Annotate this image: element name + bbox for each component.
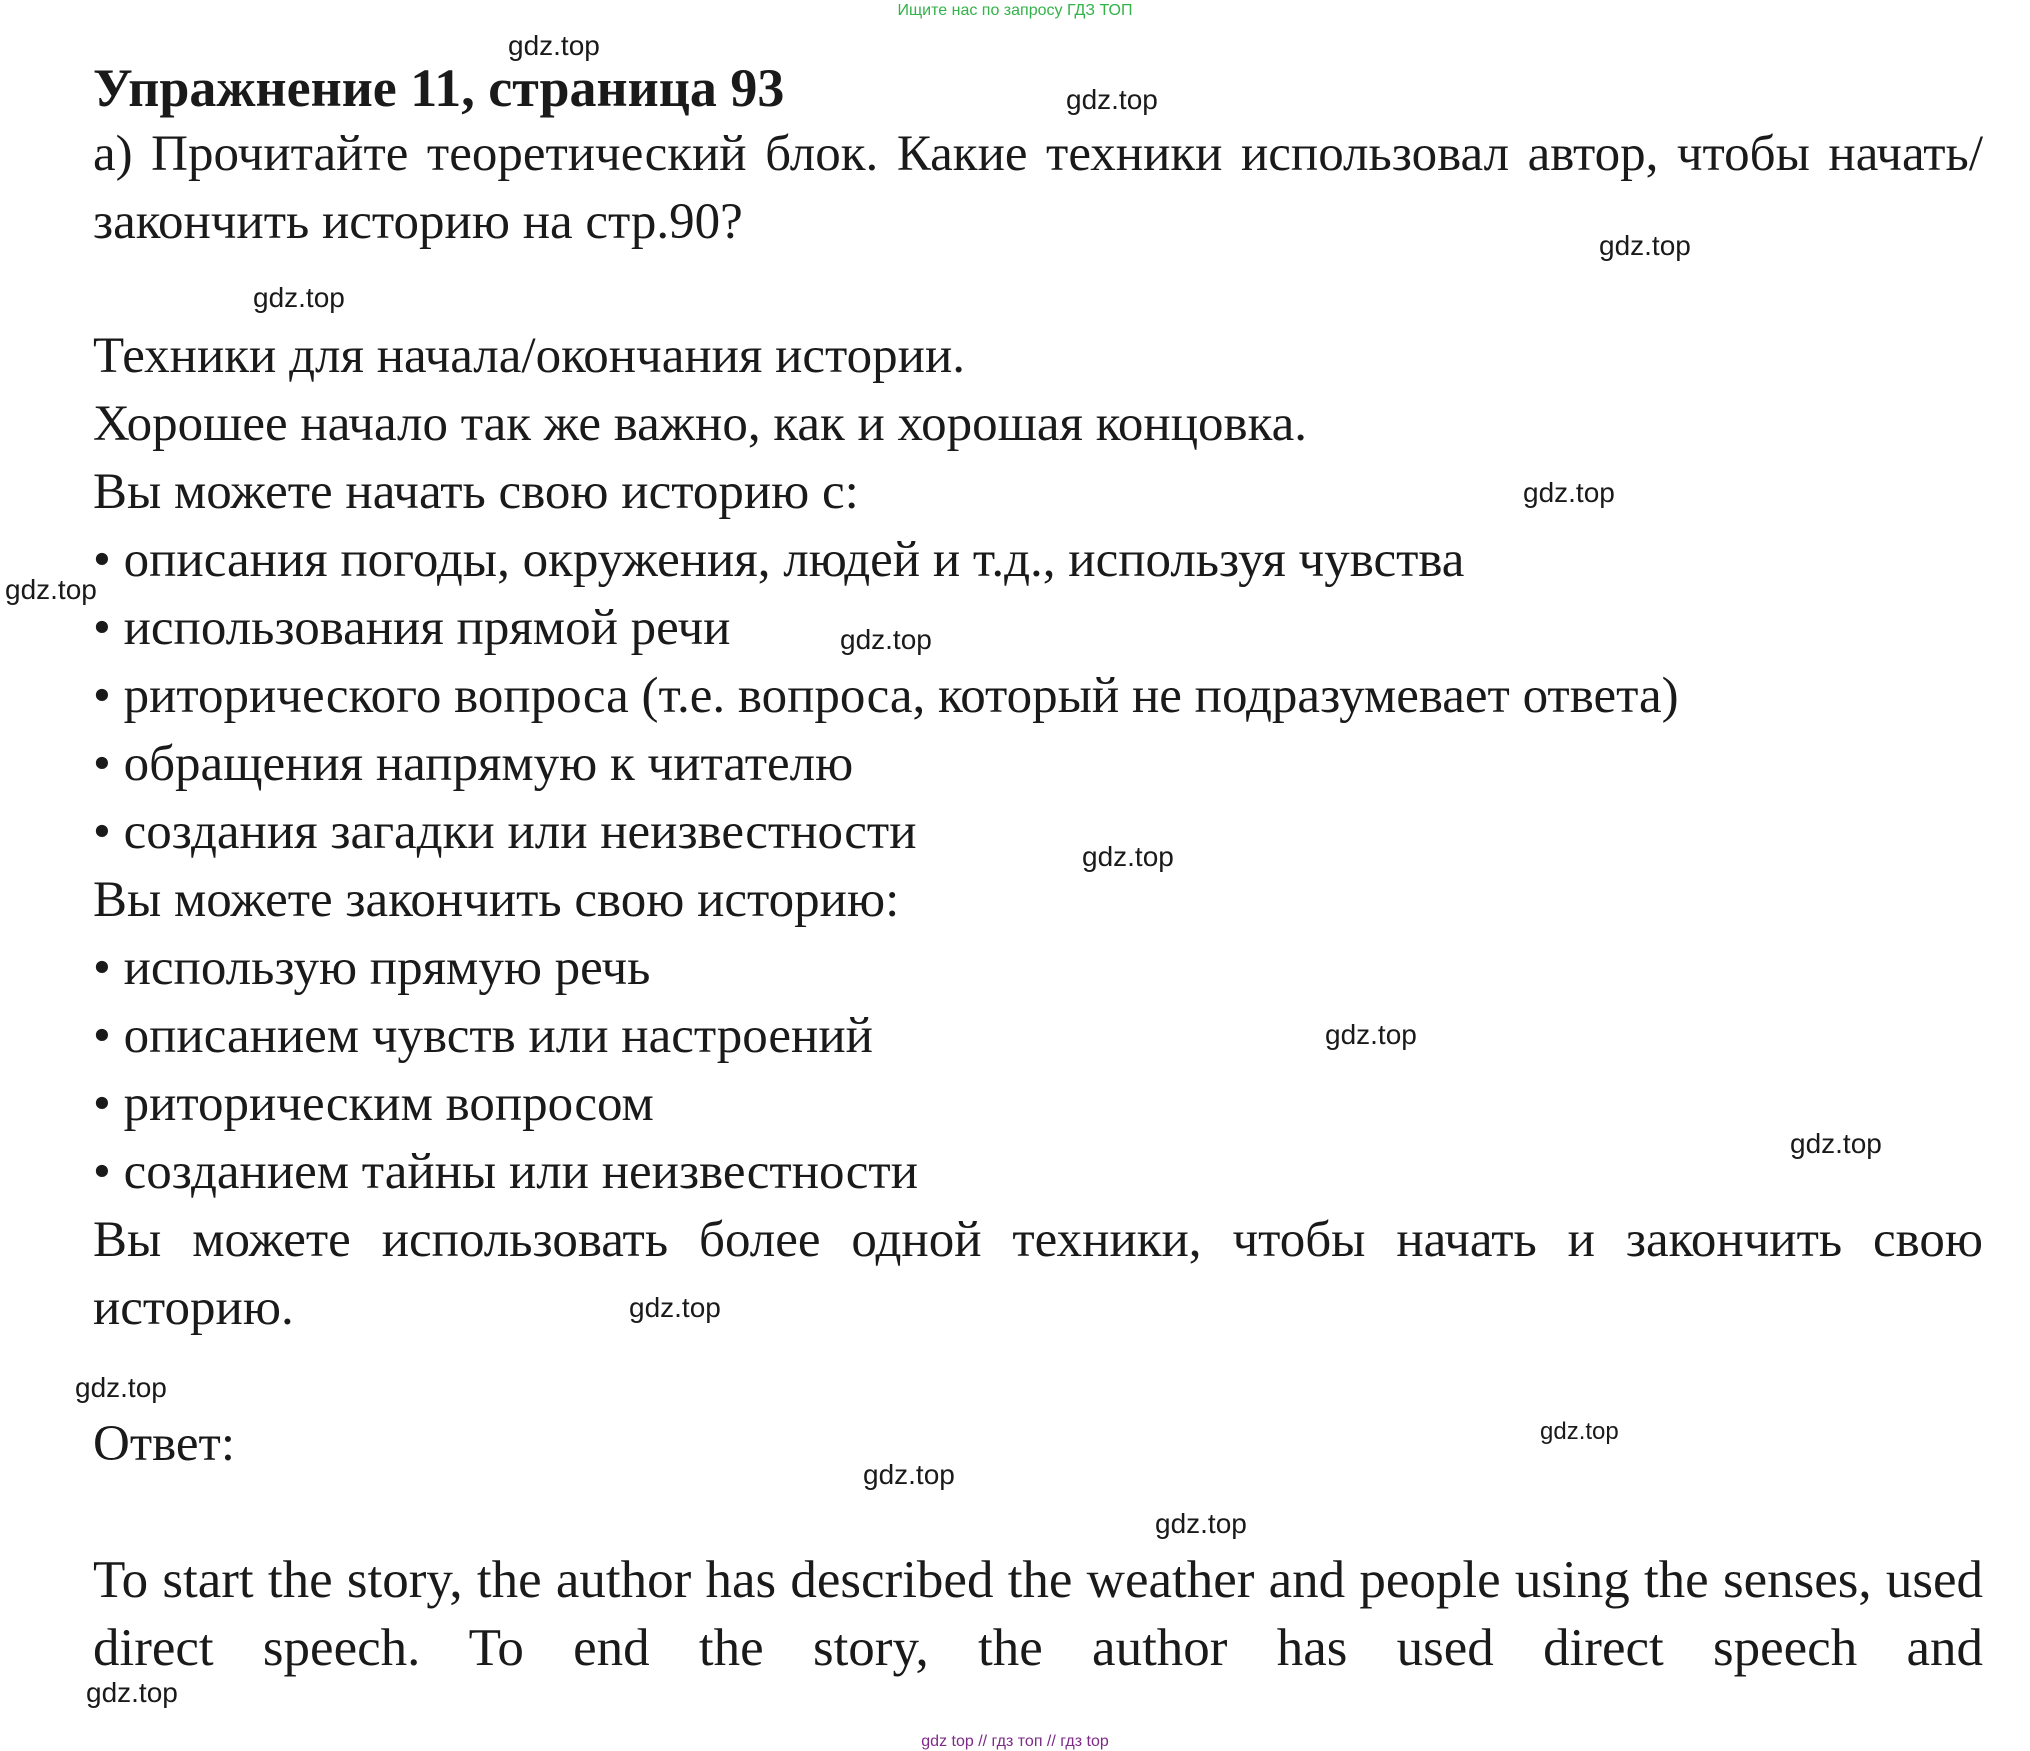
end-item: • риторическим вопросом [93, 1076, 654, 1132]
theory-conclusion: Вы можете использовать более одной техники, чтобы начать и закончить свою историю. [93, 1212, 1983, 1336]
exercise-title: Упражнение 11, страница 93 [93, 58, 785, 118]
theory-heading: Техники для начала/окончания истории. [93, 328, 966, 384]
bottom-banner: gdz top // гдз топ // гдз top [921, 1733, 1109, 1750]
watermark: gdz.top [508, 30, 600, 61]
end-label: Вы можете закончить свою историю: [93, 872, 900, 928]
theory-intro: Хорошее начало так же важно, как и хорошая концовка. [93, 396, 1307, 452]
watermark: gdz.top [629, 1292, 721, 1323]
start-item: • риторического вопроса (т.е. вопроса, который не подразумевает ответа) [93, 668, 1679, 724]
start-item: • обращения напрямую к читателю [93, 736, 854, 792]
answer-label: Ответ: [93, 1416, 235, 1472]
end-item: • описанием чувств или настроений [93, 1008, 873, 1064]
start-item: • создания загадки или неизвестности [93, 804, 917, 860]
watermark: gdz.top [253, 282, 345, 313]
top-banner: Ищите нас по запросу ГДЗ ТОП [897, 2, 1133, 19]
watermark: gdz.top [1790, 1128, 1882, 1159]
start-label: Вы можете начать свою историю с: [93, 464, 859, 520]
watermark: gdz.top [1155, 1508, 1247, 1539]
watermark: gdz.top [86, 1677, 178, 1708]
watermark: gdz.top [1082, 841, 1174, 872]
start-item: • использования прямой речи [93, 600, 731, 656]
watermark: gdz.top [1325, 1019, 1417, 1050]
question-text: а) Прочитайте теоретический блок. Какие техники использовал автор, чтобы начать/закончить историю на стр.90? [93, 126, 1983, 250]
end-item: • использую прямую речь [93, 940, 651, 996]
watermark: gdz.top [1523, 477, 1615, 508]
answer-text: To start the story, the author has described the weather and people using the senses, used direct speech. To end the story, the author has used direct speech and [93, 1551, 1983, 1677]
end-item: • созданием тайны или неизвестности [93, 1144, 918, 1200]
watermark: gdz.top [75, 1372, 167, 1403]
watermark: gdz.top [1540, 1418, 1619, 1445]
watermark: gdz.top [1066, 84, 1158, 115]
watermark: gdz.top [840, 624, 932, 655]
watermark: gdz.top [1599, 230, 1691, 261]
watermark: gdz.top [863, 1459, 955, 1490]
watermark: gdz.top [5, 574, 97, 605]
start-item: • описания погоды, окружения, людей и т.д., используя чувства [93, 532, 1465, 588]
